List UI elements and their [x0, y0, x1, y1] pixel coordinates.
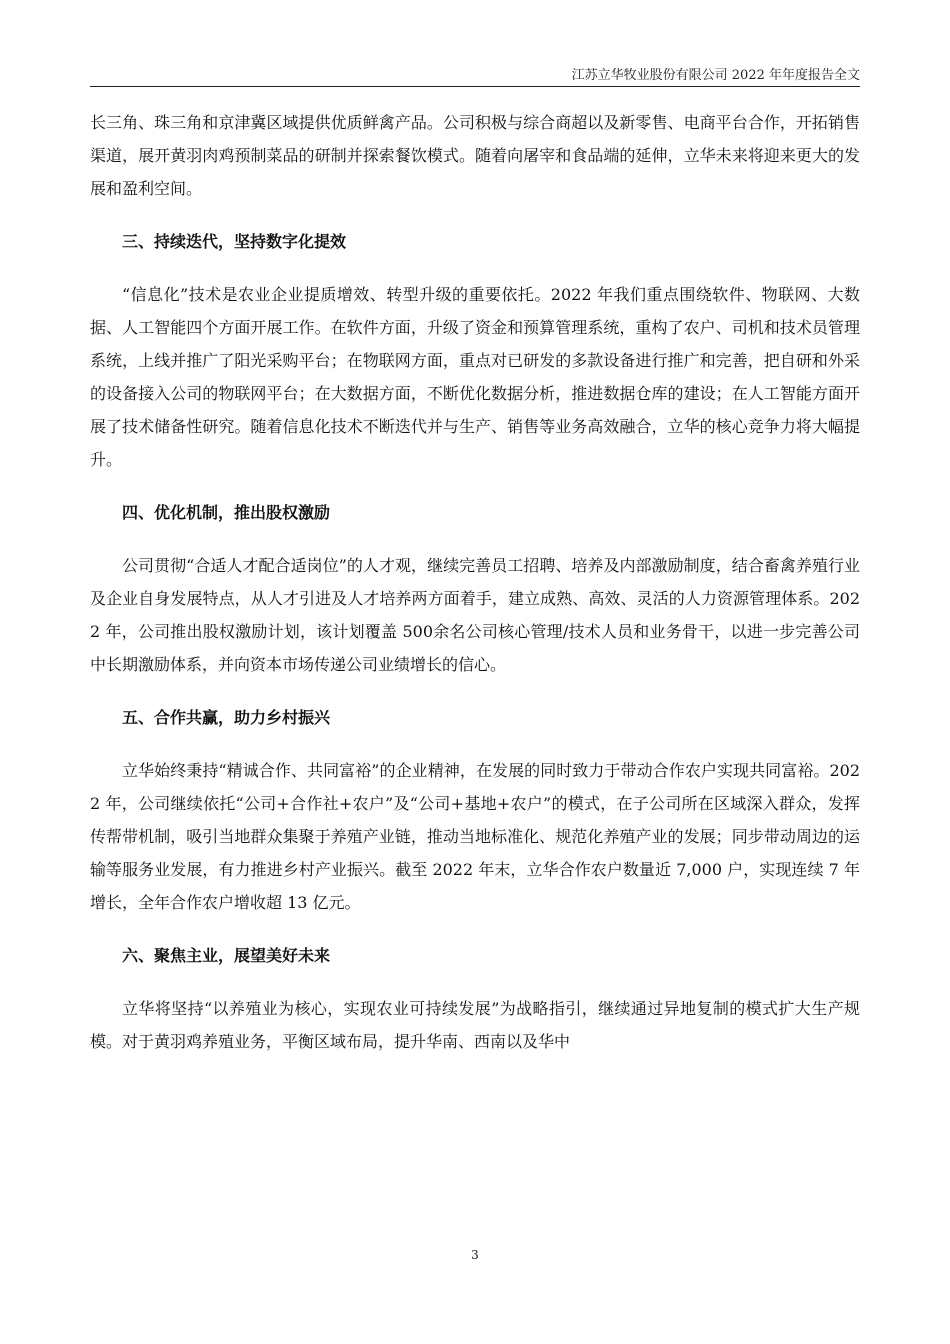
document-body: [90, 106, 860, 1058]
paragraph-continued: 长三角、珠三角和京津冀区域提供优质鲜禽产品。公司积极与综合商超以及新零售、电商平台合作，开拓销售渠道，展开黄羽肉鸡预制菜品的研制并探索餐饮模式。随着向屠宰和食品端的延伸，立华未来将迎来更大的发展和盈利空间。: [90, 113, 860, 198]
paragraph-informatization: “信息化”技术是农业企业提质增效、转型升级的重要依托。2022 年我们重点围绕软件、物联网、大数据、人工智能四个方面开展工作。在软件方面，升级了资金和预算管理系统，重构了农户、司机和技术员管理系统，上线并推广了阳光采购平台；在物联网方面，重点对已研发的多款设备进行推广和完善，把自研和外采的设备接入公司的物联网平台；在大数据方面，不断优化数据分析，推进数据仓库的建设；在人工智能方面开展了技术储备性研究。随着信息化技术不断迭代并与生产、销售等业务高效融合，立华的核心竞争力将大幅提升。: [90, 285, 860, 469]
section-heading-6: 六、聚焦主业，展望美好未来: [122, 946, 331, 965]
page-number: 3: [471, 1248, 479, 1262]
page-header: [90, 62, 860, 87]
section-heading-3: 三、持续迭代，坚持数字化提效: [122, 232, 347, 251]
header-title: 江苏立华牧业股份有限公司 2022 年年度报告全文: [571, 68, 860, 83]
section-heading-5: 五、合作共赢，助力乡村振兴: [122, 708, 331, 727]
paragraph-equity-incentive: 公司贯彻“合适人才配合适岗位”的人才观，继续完善员工招聘、培养及内部激励制度，结合畜禽养殖行业及企业自身发展特点，从人才引进及人才培养两方面着手，建立成熟、高效、灵活的人力资源管理体系。2022 年，公司推出股权激励计划，该计划覆盖 500余名公司核心管理/技术人员和业务骨干，以进一步完善公司中长期激励体系，并向资本市场传递公司业绩增长的信心。: [90, 556, 860, 674]
paragraph-future-outlook: 立华将坚持“以养殖业为核心，实现农业可持续发展”为战略指引，继续通过异地复制的模式扩大生产规模。对于黄羽鸡养殖业务，平衡区域布局，提升华南、西南以及华中: [90, 999, 860, 1051]
paragraph-rural-revitalization: 立华始终秉持“精诚合作、共同富裕”的企业精神，在发展的同时致力于带动合作农户实现共同富裕。2022 年，公司继续依托“公司+合作社+农户”及“公司+基地+农户”的模式，在子公司所在区域深入群众，发挥传帮带机制，吸引当地群众集聚于养殖产业链，推动当地标准化、规范化养殖产业的发展；同步带动周边的运输等服务业发展，有力推进乡村产业振兴。截至 2022 年末，立华合作农户数量近 7,000 户，实现连续 7 年增长，全年合作农户增收超 13 亿元。: [90, 761, 860, 912]
section-heading-4: 四、优化机制，推出股权激励: [122, 503, 331, 522]
